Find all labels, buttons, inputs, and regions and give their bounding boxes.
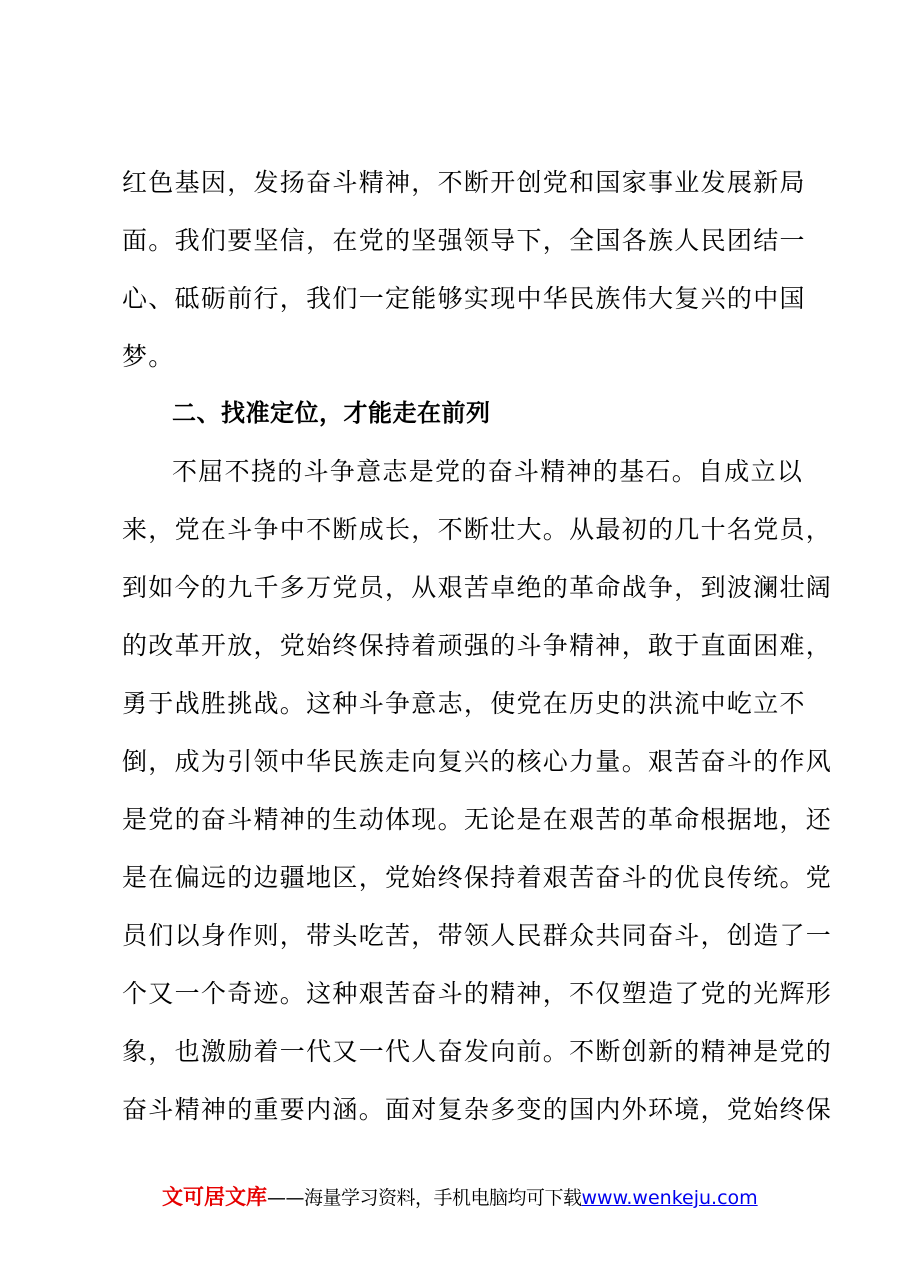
text-line: 是在偏远的边疆地区，党始终保持着艰苦奋斗的优良传统。党 xyxy=(122,863,833,892)
footer-website-link[interactable]: www.wenkeju.com xyxy=(581,1187,758,1209)
footer-slogan: ——海量学习资料，手机电脑均可下载 xyxy=(267,1187,582,1209)
text-line: 员们以身作则，带头吃苦，带领人民群众共同奋斗，创造了一 xyxy=(122,921,833,950)
text-line: 的改革开放，党始终保持着顽强的斗争精神，敢于直面困难， xyxy=(122,631,833,660)
text-line: 红色基因，发扬奋斗精神，不断开创党和国家事业发展新局 xyxy=(122,168,806,197)
text-line: 奋斗精神的重要内涵。面对复杂多变的国内外环境，党始终保 xyxy=(122,1095,833,1124)
text-line: 个又一个奇迹。这种艰苦奋斗的精神，不仅塑造了党的光辉形 xyxy=(122,979,833,1008)
section-heading: 二、找准定位，才能走在前列 xyxy=(172,399,491,427)
text-line: 来，党在斗争中不断成长，不断壮大。从最初的几十名党员， xyxy=(122,515,833,544)
page-footer xyxy=(162,1184,758,1211)
text-line: 象，也激励着一代又一代人奋发向前。不断创新的精神是党的 xyxy=(122,1037,833,1066)
text-line: 面。我们要坚信，在党的坚强领导下，全国各族人民团结一 xyxy=(122,226,806,255)
text-line: 心、砥砺前行，我们一定能够实现中华民族伟大复兴的中国 xyxy=(122,284,806,313)
text-line: 倒，成为引领中华民族走向复兴的核心力量。艰苦奋斗的作风 xyxy=(122,747,833,776)
text-line: 到如今的九千多万党员，从艰苦卓绝的革命战争，到波澜壮阔 xyxy=(122,573,833,602)
text-line: 梦。 xyxy=(122,342,175,371)
text-line: 不屈不挠的斗争意志是党的奋斗精神的基石。自成立以 xyxy=(172,457,804,486)
footer-brand: 文可居文库 xyxy=(162,1185,267,1209)
text-line: 勇于战胜挑战。这种斗争意志，使党在历史的洪流中屹立不 xyxy=(122,689,806,718)
text-line: 是党的奋斗精神的生动体现。无论是在艰苦的革命根据地，还 xyxy=(122,805,833,834)
